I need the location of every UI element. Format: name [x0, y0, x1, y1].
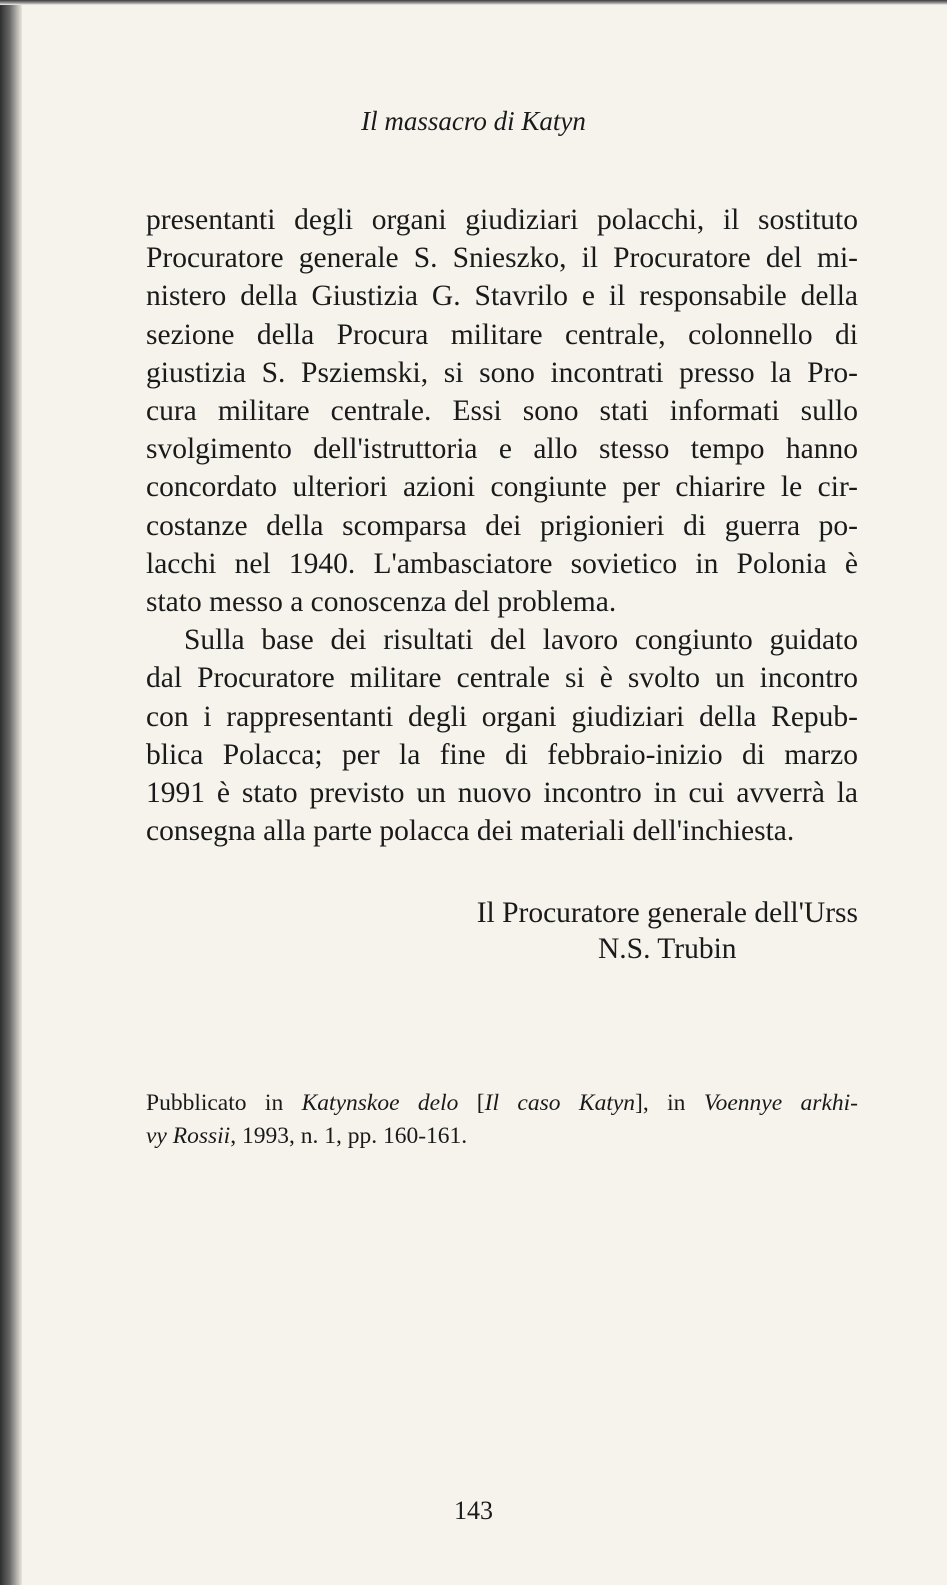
- text-line: con i rappresentanti degli organi giudiziari della Repub-: [146, 700, 858, 733]
- text-line: stato messo a conoscenza del problema.: [146, 586, 617, 619]
- source-note: [146, 1087, 858, 1153]
- page-number: 143: [454, 1496, 493, 1525]
- text-line: Procuratore generale S. Snieszko, il Procuratore del mi-: [146, 242, 858, 275]
- signatory-name: N.S. Trubin: [598, 933, 737, 965]
- source-bracket-open: [: [458, 1090, 485, 1116]
- text-line: concordato ulteriori azioni congiunte per chiarire le cir-: [146, 471, 858, 504]
- text-line: Sulla base dei risultati del lavoro congiunto guidato: [184, 624, 858, 657]
- source-prefix: Pubblicato in: [146, 1090, 302, 1116]
- source-note-line-1: [146, 1087, 858, 1120]
- signatory-title: Il Procuratore generale dell'Urss: [476, 897, 858, 929]
- source-note-line-2: [146, 1120, 858, 1153]
- body-text: [146, 201, 858, 850]
- source-work-title: Katynskoe delo: [301, 1090, 459, 1116]
- paragraph-1: [146, 201, 858, 621]
- text-line: blica Polacca; per la fine di febbraio-inizio di marzo: [146, 738, 858, 771]
- source-work-translation: Il caso Katyn: [484, 1090, 636, 1116]
- text-line: svolgimento dell'istruttoria e allo stesso tempo hanno: [146, 433, 858, 466]
- text-line: 1991 è stato previsto un nuovo incontro in cui avverrà la: [146, 777, 858, 810]
- text-line: nistero della Giustizia G. Stavrilo e il responsabile della: [146, 280, 858, 313]
- text-line: dal Procuratore militare centrale si è svolto un incontro: [146, 662, 858, 695]
- running-head: Il massacro di Katyn: [361, 106, 586, 136]
- text-line: costanze della scomparsa dei prigionieri di guerra po-: [146, 509, 858, 542]
- text-line: cura militare centrale. Essi sono stati informati sullo: [146, 395, 858, 428]
- source-journal-part-2: vy Rossii: [146, 1123, 231, 1149]
- source-journal-part-1: Voennye arkhi-: [703, 1090, 858, 1116]
- text-line: giustizia S. Psziemski, si sono incontrati presso la Pro-: [146, 356, 858, 389]
- paragraph-2: [146, 621, 858, 850]
- text-line: consegna alla parte polacca dei materiali dell'inchiesta.: [146, 815, 795, 848]
- source-suffix: , 1993, n. 1, pp. 160-161.: [230, 1123, 468, 1149]
- source-bracket-close: ], in: [635, 1090, 704, 1116]
- text-line: lacchi nel 1940. L'ambasciatore sovietico in Polonia è: [146, 547, 858, 580]
- signature-block: [146, 895, 858, 967]
- text-line: presentanti degli organi giudiziari polacchi, il sostituto: [146, 204, 858, 236]
- text-line: sezione della Procura militare centrale, colonnello di: [146, 318, 858, 351]
